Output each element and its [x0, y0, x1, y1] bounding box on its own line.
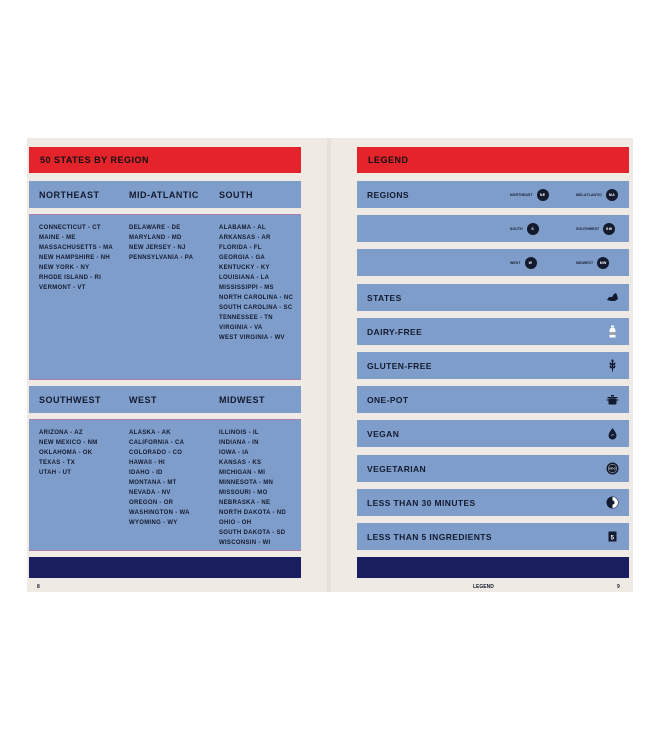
legend-item-less-than-30-minutes: [357, 489, 629, 516]
regions-label: REGIONS: [367, 189, 410, 200]
legend-regions-row-1: [357, 181, 629, 208]
bottom-states-block: [29, 419, 301, 551]
state-list-item: MISSISSIPPI - MS: [219, 285, 274, 291]
state-list-item: KANSAS - KS: [219, 460, 262, 466]
state-list-item: NEBRASKA - NE: [219, 500, 271, 506]
state-list-item: MISSOURI - MO: [219, 490, 268, 496]
state-list-item: VIRGINIA - VA: [219, 325, 263, 331]
legend-regions-row-2: [357, 215, 629, 242]
state-list-item: ALASKA - AK: [129, 430, 171, 436]
southwest-state-list: [39, 428, 98, 478]
midwest-badge-icon: MW: [597, 257, 609, 269]
region-header-mid-atlantic: MID-ATLANTIC: [129, 189, 199, 200]
legend-item-gluten-free: [357, 352, 629, 379]
midwest-state-list: [219, 428, 286, 548]
northeast-state-list: [39, 223, 113, 293]
region-southwest-label: SOUTHWEST: [576, 226, 600, 231]
legend-item-less-than-5-ingredients: [357, 523, 629, 550]
west-state-list: [129, 428, 190, 528]
legend-regions-row-3: [357, 249, 629, 276]
state-list-item: MONTANA - MT: [129, 480, 177, 486]
state-list-item: PENNSYLVANIA - PA: [129, 255, 194, 261]
northeast-badge-icon: NE: [537, 189, 549, 201]
legend-label-5-ingredients: LESS THAN 5 INGREDIENTS: [367, 531, 492, 542]
region-midwest: [576, 257, 609, 269]
legend-item-one-pot: [357, 386, 629, 413]
veg-badge-text: VEG: [608, 466, 617, 471]
state-list-item: COLORADO - CO: [129, 450, 183, 456]
state-list-item: MARYLAND - MD: [129, 235, 182, 241]
state-list-item: RHODE ISLAND - RI: [39, 275, 102, 281]
state-list-item: ALABAMA - AL: [219, 225, 266, 231]
region-header-south: SOUTH: [219, 189, 253, 200]
region-header-northeast: NORTHEAST: [39, 189, 100, 200]
legend-label-dairy-free: DAIRY-FREE: [367, 326, 423, 337]
west-badge-icon: W: [525, 257, 537, 269]
state-list-item: OKLAHOMA - OK: [39, 450, 93, 456]
state-list-item: CALIFORNIA - CA: [129, 440, 185, 446]
southwest-badge-icon: SW: [603, 223, 615, 235]
legend-item-dairy-free: [357, 318, 629, 345]
left-page-title: 50 STATES BY REGION: [29, 147, 301, 173]
legend-item-states: [357, 284, 629, 311]
right-footer-title: LEGEND: [473, 584, 494, 590]
state-list-item: OHIO - OH: [219, 520, 252, 526]
state-list-item: WISCONSIN - WI: [219, 540, 271, 546]
bottom-region-header-row: [29, 386, 301, 413]
state-list-item: CONNECTICUT - CT: [39, 225, 101, 231]
five-icon: [606, 530, 619, 543]
region-midwest-label: MIDWEST: [576, 260, 594, 265]
legend-label-vegan: VEGAN: [367, 428, 400, 439]
left-page-number: 8: [37, 584, 40, 590]
state-list-item: ARKANSAS - AR: [219, 235, 271, 241]
region-header-southwest: SOUTHWEST: [39, 394, 101, 405]
legend-label-states: STATES: [367, 292, 402, 303]
veg-badge-icon: [606, 462, 619, 475]
clock-icon: [606, 496, 619, 509]
state-list-item: WEST VIRGINIA - WV: [219, 335, 285, 341]
region-mid-atlantic: [576, 189, 618, 201]
state-list-item: NORTH CAROLINA - NC: [219, 295, 294, 301]
drop-icon: [606, 427, 619, 440]
state-map-icon: [606, 291, 619, 304]
state-list-item: UTAH - UT: [39, 470, 72, 476]
legend-label-one-pot: ONE-POT: [367, 394, 409, 405]
left-footer-bar: [29, 557, 301, 578]
state-list-item: NEW HAMPSHIRE - NH: [39, 255, 111, 261]
legend-title: LEGEND: [357, 147, 629, 173]
top-region-header-row: [29, 181, 301, 208]
south-badge-icon: S: [527, 223, 539, 235]
state-list-item: NORTH DAKOTA - ND: [219, 510, 287, 516]
state-list-item: SOUTH CAROLINA - SC: [219, 305, 293, 311]
region-northeast: [510, 189, 549, 201]
legend-label-gluten-free: GLUTEN-FREE: [367, 360, 432, 371]
state-list-item: KENTUCKY - KY: [219, 265, 270, 271]
region-header-west: WEST: [129, 394, 157, 405]
legend-label-30-minutes: LESS THAN 30 MINUTES: [367, 497, 476, 508]
five-icon-text: 5: [610, 535, 615, 542]
state-list-item: MAINE - ME: [39, 235, 76, 241]
state-list-item: HAWAII - HI: [129, 460, 165, 466]
state-list-item: WASHINGTON - WA: [129, 510, 190, 516]
legend-label-vegetarian: VEGETARIAN: [367, 463, 427, 474]
legend-item-vegetarian: [357, 455, 629, 482]
state-list-item: OREGON - OR: [129, 500, 174, 506]
state-list-item: WYOMING - WY: [129, 520, 178, 526]
state-list-item: LOUISIANA - LA: [219, 275, 270, 281]
state-list-item: NEW YORK - NY: [39, 265, 90, 271]
right-footer-bar: [357, 557, 629, 578]
region-mid-atlantic-label: MID-ATLANTIC: [576, 192, 603, 197]
region-south: [510, 223, 539, 235]
state-list-item: MASSACHUSETTS - MA: [39, 245, 114, 251]
pot-icon: [606, 393, 619, 406]
region-header-midwest: MIDWEST: [219, 394, 265, 405]
state-list-item: TEXAS - TX: [39, 460, 76, 466]
state-list-item: NEW JERSEY - NJ: [129, 245, 186, 251]
state-list-item: MINNESOTA - MN: [219, 480, 274, 486]
state-list-item: NEVADA - NV: [129, 490, 171, 496]
state-list-item: ILLINOIS - IL: [219, 430, 259, 436]
wheat-icon: [606, 359, 619, 372]
state-list-item: VERMONT - VT: [39, 285, 86, 291]
state-list-item: INDIANA - IN: [219, 440, 259, 446]
region-south-label: SOUTH: [510, 226, 523, 231]
state-list-item: MICHIGAN - MI: [219, 470, 266, 476]
region-west: [510, 257, 537, 269]
state-list-item: GEORGIA - GA: [219, 255, 266, 261]
legend-item-vegan: [357, 420, 629, 447]
region-northeast-label: NORTHEAST: [510, 192, 533, 197]
state-list-item: ARIZONA - AZ: [39, 430, 83, 436]
state-list-item: FLORIDA - FL: [219, 245, 262, 251]
mid-atlantic-badge-icon: MA: [606, 189, 618, 201]
south-state-list: [219, 223, 293, 343]
top-states-block: [29, 214, 301, 380]
mid-atlantic-state-list: [129, 223, 193, 263]
state-list-item: SOUTH DAKOTA - SD: [219, 530, 286, 536]
region-west-label: WEST: [510, 260, 521, 265]
milk-bottle-icon: [606, 325, 619, 338]
state-list-item: TENNESSEE - TN: [219, 315, 273, 321]
right-page-number: 9: [617, 584, 620, 590]
state-list-item: IDAHO - ID: [129, 470, 163, 476]
region-southwest: [576, 223, 615, 235]
state-list-item: IOWA - IA: [219, 450, 249, 456]
state-list-item: DELAWARE - DE: [129, 225, 181, 231]
state-list-item: NEW MEXICO - NM: [39, 440, 98, 446]
